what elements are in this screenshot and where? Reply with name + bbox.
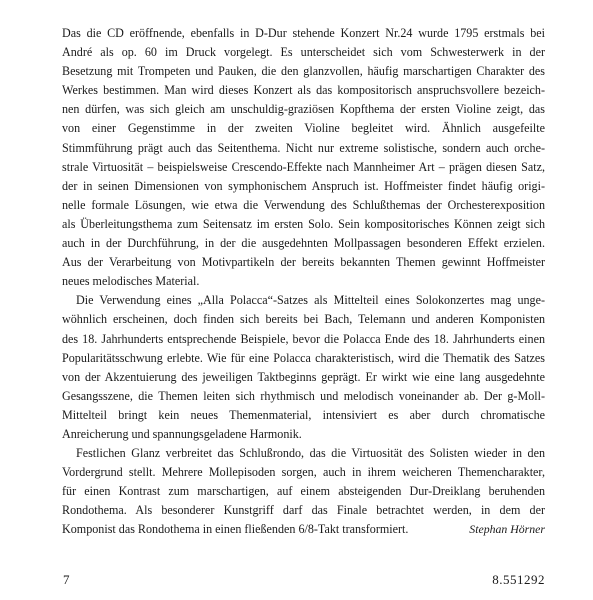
text-line: von einer Gegenstimme in der zweiten Violine begleitet wird. Ähnlich ausgefeilte bbox=[62, 121, 545, 136]
text-line: Festlichen Glanz verbreitet das Schlußrondo, das die Virtuosität des Solisten wieder in den bbox=[76, 446, 545, 461]
text-line: als Überleitungsthema zum Seitensatz im ersten Solo. Sein kompositorisches Können zeigt sich bbox=[62, 216, 545, 231]
text-line: Werkes bestimmen. Man wird dieses Konzert als das kompositorisch anspruchsvollere bezeich- bbox=[62, 83, 545, 98]
text-line: Vordergrund stellt. Mehrere Mollepisoden sorgen, auch in ihrem weicheren Themencharakter, bbox=[62, 465, 545, 480]
text-line: Mittelteil bringt kein neues Themenmaterial, intensiviert es aber durch chromatische bbox=[62, 407, 545, 422]
page-number: 7 bbox=[63, 572, 70, 587]
paragraph-2 bbox=[62, 291, 545, 444]
text-line: Das die CD eröffnende, ebenfalls in D-Dur stehende Konzert Nr.24 wurde 1795 erstmals bei bbox=[62, 26, 545, 40]
text-line: Aus der Verarbeitung von Motivpartikeln der bereits bekannten Themen gewinnt Hoffmeister bbox=[62, 255, 545, 270]
text-line: nelle formale Lösungen, wie etwa die Verwendung des Schlußthemas der Orchesterexposition bbox=[62, 197, 545, 212]
text-line: neues melodisches Material. bbox=[62, 274, 200, 289]
text-line: Gesangsszene, die Themen leiten sich rhythmisch und melodisch voneinander ab. Der g-Moll- bbox=[62, 388, 545, 403]
text-line: nen dürfen, was sich gleich am unschuldig-graziösen Kopfthema der ersten Violine zeigt, das bbox=[62, 102, 545, 117]
text-line: für einen Kontrast zum marschartigen, auf einem absteigenden Dur-Dreiklang beruhenden bbox=[62, 484, 545, 499]
text-line: Rondothema. Als besonderer Kunstgriff darf das Finale betrachtet werden, in dem der bbox=[62, 503, 545, 518]
paragraph-3 bbox=[62, 444, 545, 539]
text-line: André als op. 60 im Druck vorgelegt. Es unterscheidet sich vom Schwesterwerk in der bbox=[62, 45, 545, 60]
paragraph-1 bbox=[62, 24, 545, 291]
text-line: Stimmführung prägt auch das Seitenthema. Nicht nur extreme solistische, sondern auch orche- bbox=[62, 140, 545, 155]
text-line: von der Akzentuierung des jeweiligen Taktbeginns geprägt. Er wirkt wie eine lang ausgedehnte bbox=[62, 369, 545, 384]
author-signature: Stephan Hörner bbox=[469, 522, 545, 537]
catalog-number: 8.551292 bbox=[492, 572, 545, 587]
text-line: Die Verwendung eines „Alla Polacca“-Satzes als Mittelteil eines Solokonzertes mag unge- bbox=[76, 293, 545, 308]
closing-line bbox=[62, 520, 545, 539]
text-line: der in seinen Dimensionen von symphonischem Anspruch ist. Hoffmeister findet häufig origi- bbox=[62, 178, 545, 193]
essay-text bbox=[62, 24, 545, 540]
text-line: des 18. Jahrhunderts entsprechende Beispiele, bevor die Polacca Ende des 18. Jahrhunderts einen bbox=[62, 331, 545, 346]
text-line: Anreicherung und spannungsgeladene Harmonik. bbox=[62, 426, 302, 441]
text-line: Komponist das Rondothema in einen fließenden 6/8-Takt transformiert. bbox=[62, 522, 409, 537]
text-line: auch in der Durchführung, in der die ausgedehnten Mollpassagen besonderen Effekt erzielen. bbox=[62, 236, 545, 251]
text-line: strale Virtuosität – beispielsweise Crescendo-Effekte nach Mannheimer Art – prägen diesen Satz, bbox=[62, 159, 545, 174]
text-line: wöhnlich erscheinen, doch finden sich bereits bei Bach, Telemann und anderen Komponisten bbox=[62, 312, 545, 327]
text-line: Besetzung mit Trompeten und Pauken, die den glanzvollen, häufig marschartigen Charakter des bbox=[62, 64, 545, 79]
text-line: Popularitätsschwung erlebte. Wie für eine Polacca charakteristisch, wird die Thematik des Satzes bbox=[62, 350, 545, 365]
